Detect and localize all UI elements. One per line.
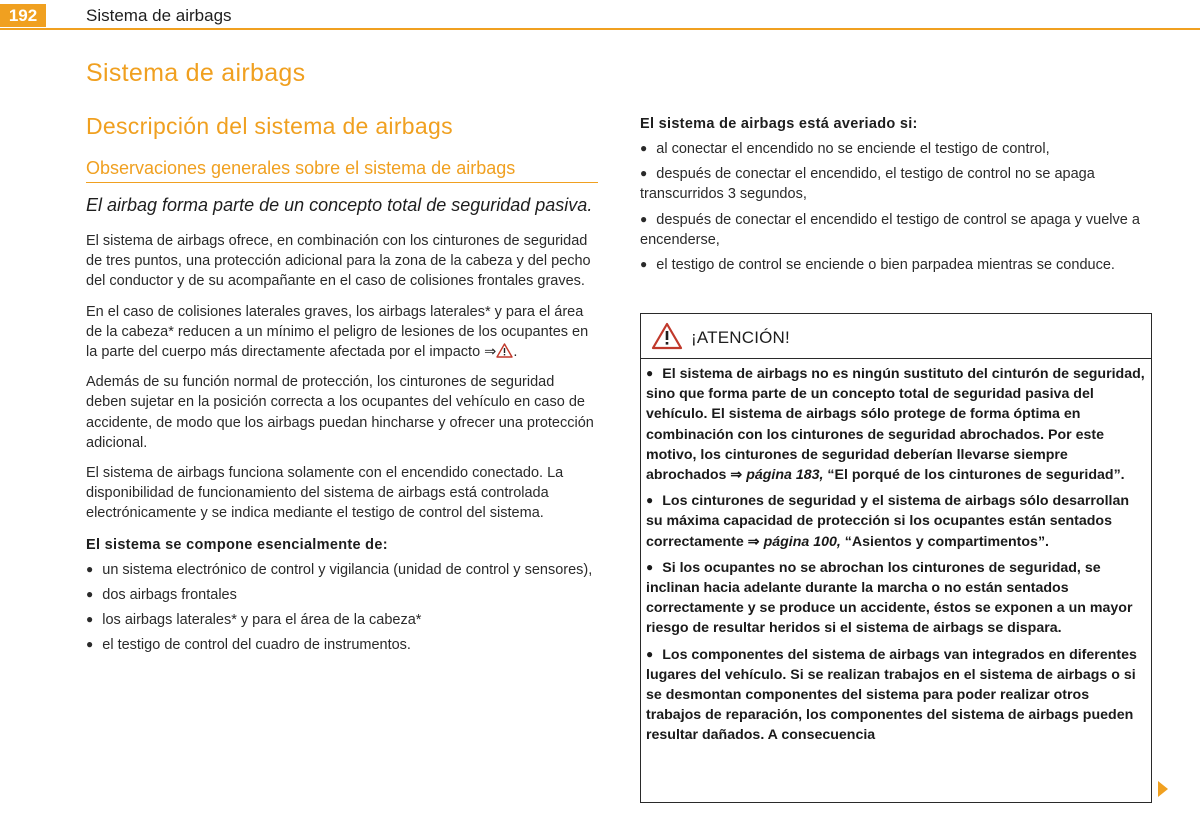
bullet-icon: ●: [86, 637, 94, 652]
bullet-icon: ●: [640, 257, 648, 272]
list-item: ● el testigo de control se enciende o bien parpadea mientras se conduce.: [640, 257, 1115, 274]
bullet-icon: ●: [646, 646, 654, 661]
bullet-icon: ●: [646, 493, 654, 508]
paragraph-2-text: En el caso de colisiones laterales graves, los airbags laterales* y para el área de la cabeza* reducen a un mínimo el peligro de lesiones de los ocupantes en la parte del cuerpo más directamente afectada por el impacto ⇒: [86, 303, 589, 361]
list-item: ● un sistema electrónico de control y vigilancia (unidad de control y sensores),: [86, 561, 593, 578]
warning-header: [641, 314, 1151, 359]
page-reference-link[interactable]: página 183,: [746, 467, 824, 484]
warning-box: [640, 313, 1152, 803]
left-column: [86, 55, 598, 655]
faults-heading: El sistema de airbags está averiado si:: [640, 116, 918, 132]
continue-arrow-icon[interactable]: [1157, 780, 1169, 798]
subsection-title: Observaciones generales sobre el sistema de airbags: [86, 157, 598, 183]
list-item: ● después de conectar el encendido el testigo de control se apaga y vuelve a encenderse,: [640, 211, 1140, 248]
list-item: ● después de conectar el encendido, el testigo de control no se apaga transcurridos 3 segundos,: [640, 166, 1095, 203]
components-heading: El sistema se compone esencialmente de:: [86, 536, 388, 553]
bullet-icon: ●: [640, 166, 648, 181]
list-item: ● dos airbags frontales: [86, 586, 237, 603]
chapter-title: Sistema de airbags: [86, 59, 306, 87]
running-title: Sistema de airbags: [86, 6, 232, 25]
bullet-icon: ●: [86, 586, 94, 601]
warning-triangle-icon: [651, 322, 683, 350]
paragraph-3: Además de su función normal de protección, los cinturones de seguridad deben sujetar en la posición correcta a los ocupantes del vehículo en caso de accidente, de modo que los airbags puedan hincharse y ofrecer una protección adicional.: [86, 374, 594, 451]
warning-title: ¡ATENCIÓN!: [691, 328, 790, 347]
paragraph-1: El sistema de airbags ofrece, en combinación con los cinturones de seguridad de tres puntos, una protección adicional para la zona de la cabeza y del pecho del conductor y de su acompañante en el caso de colisiones frontales graves.: [86, 233, 591, 290]
right-column: [640, 114, 1150, 275]
bullet-icon: ●: [640, 211, 648, 226]
header-rule: [0, 28, 1200, 30]
bullet-icon: ●: [86, 561, 94, 576]
lead-text: El airbag forma parte de un concepto total de seguridad pasiva.: [86, 195, 593, 215]
bullet-icon: ●: [86, 612, 94, 627]
bullet-icon: ●: [646, 559, 654, 574]
page-reference-link[interactable]: página 100,: [763, 533, 841, 550]
components-list: [86, 560, 598, 656]
warning-body: [641, 359, 1151, 746]
warning-item: ● El sistema de airbags no es ningún sustituto del cinturón de seguridad, sino que forma parte de un concepto total de seguridad pasiva del vehículo. El sistema de airbags sólo protege de forma óptima en combinación con los cinturones de seguridad abrochados. Por este motivo, los cinturones de seguridad deberían llevarse siempre abrochados ⇒ página 183, “El porqué de los cinturones de seguridad”.: [646, 366, 1145, 484]
paragraph-2: [86, 302, 598, 363]
bullet-icon: ●: [640, 141, 648, 155]
warning-item: ● Los cinturones de seguridad y el sistema de airbags sólo desarrollan su máxima capacidad de protección si los ocupantes están sentados correctamente ⇒ página 100, “Asientos y compartimentos”.: [646, 493, 1130, 550]
warning-item: ● Si los ocupantes no se abrochan los cinturones de seguridad, se inclinan hacia adelante durante la marcha o no están sentados correctamente y se produce un accidente, éstos se exponen a un mayor riesgo de resultar heridos si el sistema de airbags se dispara.: [646, 559, 1133, 637]
bullet-icon: ●: [646, 366, 654, 380]
paragraph-2-end: .: [513, 344, 518, 361]
paragraph-4: El sistema de airbags funciona solamente con el encendido conectado. La disponibilidad de funcionamiento del sistema de airbags está controlada electrónicamente y se indica mediante el testigo de control del sistema.: [86, 465, 564, 522]
warning-item: ● Los componentes del sistema de airbags van integrados en diferentes lugares del vehículo. Si se realizan trabajos en el sistema de airbags o si se desmontan componentes del sistema para poder realizar otros trabajos de reparación, los componentes del sistema de airbags pueden resultar dañados. A consecuencia: [646, 646, 1137, 744]
faults-list: [640, 139, 1150, 275]
page-number: 192: [0, 4, 46, 27]
warning-triangle-icon[interactable]: [496, 343, 513, 358]
list-item: ● el testigo de control del cuadro de instrumentos.: [86, 637, 411, 654]
list-item: ● los airbags laterales* y para el área de la cabeza*: [86, 612, 422, 629]
page-header: [0, 0, 1200, 30]
section-title: Descripción del sistema de airbags: [86, 113, 453, 139]
list-item: ● al conectar el encendido no se enciende el testigo de control,: [640, 141, 1050, 157]
